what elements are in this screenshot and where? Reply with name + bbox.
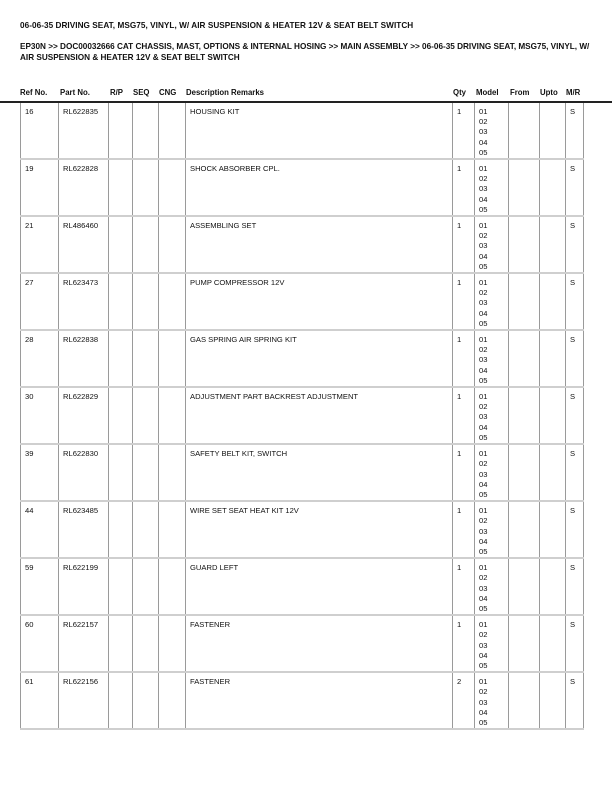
model-code: 05 — [479, 375, 488, 385]
model-code: 02 — [479, 687, 488, 697]
cell-description: WIRE SET SEAT HEAT KIT 12V — [186, 501, 453, 558]
cell-model — [475, 159, 509, 216]
cell-ref-no: 44 — [21, 501, 59, 558]
cell-part-no: RL622199 — [59, 558, 109, 615]
model-code: 01 — [479, 221, 488, 231]
cell-from — [509, 103, 540, 159]
col-header-upto: Upto — [540, 88, 558, 97]
cell-upto — [540, 216, 566, 273]
table-row — [21, 273, 584, 330]
model-code: 01 — [479, 620, 488, 630]
cell-model — [475, 444, 509, 501]
table-row — [21, 501, 584, 558]
model-code: 03 — [479, 241, 488, 251]
cell-seq — [133, 330, 159, 387]
model-code: 03 — [479, 298, 488, 308]
parts-table — [20, 103, 584, 730]
model-code: 05 — [479, 204, 488, 214]
cell-upto — [540, 615, 566, 672]
cell-rp — [109, 387, 133, 444]
table-row — [21, 159, 584, 216]
cell-from — [509, 501, 540, 558]
cell-part-no: RL486460 — [59, 216, 109, 273]
model-code: 04 — [479, 536, 488, 546]
cell-qty: 1 — [453, 330, 475, 387]
cell-model — [475, 615, 509, 672]
cell-cng — [159, 672, 186, 729]
table-row — [21, 103, 584, 159]
cell-cng — [159, 615, 186, 672]
model-code: 03 — [479, 355, 488, 365]
model-code: 02 — [479, 345, 488, 355]
cell-seq — [133, 103, 159, 159]
cell-qty: 1 — [453, 159, 475, 216]
model-code: 02 — [479, 117, 488, 127]
table-row — [21, 216, 584, 273]
cell-part-no: RL622830 — [59, 444, 109, 501]
cell-model — [475, 558, 509, 615]
cell-cng — [159, 159, 186, 216]
cell-upto — [540, 273, 566, 330]
model-code: 03 — [479, 127, 488, 137]
model-code: 02 — [479, 174, 488, 184]
cell-description: ADJUSTMENT PART BACKREST ADJUSTMENT — [186, 387, 453, 444]
cell-part-no: RL622156 — [59, 672, 109, 729]
model-code: 01 — [479, 563, 488, 573]
model-code: 03 — [479, 640, 488, 650]
cell-seq — [133, 558, 159, 615]
cell-ref-no: 21 — [21, 216, 59, 273]
cell-part-no: RL622157 — [59, 615, 109, 672]
model-code: 04 — [479, 251, 488, 261]
cell-mr: S — [566, 216, 584, 273]
model-code: 05 — [479, 603, 488, 613]
cell-description: GUARD LEFT — [186, 558, 453, 615]
model-code: 01 — [479, 107, 488, 116]
model-code: 02 — [479, 231, 488, 241]
cell-qty: 1 — [453, 558, 475, 615]
cell-from — [509, 672, 540, 729]
cell-from — [509, 216, 540, 273]
model-code: 04 — [479, 308, 488, 318]
model-code: 04 — [479, 422, 488, 432]
model-code: 03 — [479, 583, 488, 593]
cell-seq — [133, 444, 159, 501]
model-code: 02 — [479, 402, 488, 412]
cell-part-no: RL623485 — [59, 501, 109, 558]
cell-cng — [159, 273, 186, 330]
cell-mr: S — [566, 103, 584, 159]
cell-rp — [109, 615, 133, 672]
model-code: 01 — [479, 278, 488, 288]
model-code: 03 — [479, 184, 488, 194]
model-code: 05 — [479, 660, 488, 670]
cell-seq — [133, 501, 159, 558]
cell-cng — [159, 330, 186, 387]
cell-mr: S — [566, 672, 584, 729]
model-code: 04 — [479, 479, 488, 489]
model-code: 02 — [479, 630, 488, 640]
cell-from — [509, 159, 540, 216]
cell-part-no: RL622828 — [59, 159, 109, 216]
col-header-mr: M/R — [566, 88, 581, 97]
model-code: 05 — [479, 147, 488, 157]
cell-description: ASSEMBLING SET — [186, 216, 453, 273]
cell-cng — [159, 501, 186, 558]
cell-rp — [109, 159, 133, 216]
cell-from — [509, 558, 540, 615]
cell-upto — [540, 387, 566, 444]
cell-model — [475, 273, 509, 330]
cell-part-no: RL622835 — [59, 103, 109, 159]
cell-mr: S — [566, 387, 584, 444]
model-code: 02 — [479, 573, 488, 583]
cell-rp — [109, 330, 133, 387]
table-row — [21, 558, 584, 615]
model-code: 04 — [479, 137, 488, 147]
model-code: 01 — [479, 392, 488, 402]
parts-table-body — [21, 103, 584, 729]
cell-mr: S — [566, 558, 584, 615]
table-row — [21, 444, 584, 501]
cell-model — [475, 330, 509, 387]
cell-model — [475, 103, 509, 159]
cell-mr: S — [566, 501, 584, 558]
cell-qty: 1 — [453, 615, 475, 672]
cell-description: SHOCK ABSORBER CPL. — [186, 159, 453, 216]
model-code: 04 — [479, 707, 488, 717]
cell-cng — [159, 103, 186, 159]
col-header-ref: Ref No. — [20, 88, 48, 97]
model-code: 04 — [479, 365, 488, 375]
table-row — [21, 387, 584, 444]
cell-upto — [540, 558, 566, 615]
cell-upto — [540, 501, 566, 558]
cell-description: FASTENER — [186, 672, 453, 729]
cell-qty: 1 — [453, 103, 475, 159]
model-code: 01 — [479, 164, 488, 174]
cell-seq — [133, 216, 159, 273]
model-code: 03 — [479, 697, 488, 707]
cell-part-no: RL622829 — [59, 387, 109, 444]
cell-mr: S — [566, 273, 584, 330]
cell-rp — [109, 216, 133, 273]
page-title: 06-06-35 DRIVING SEAT, MSG75, VINYL, W/ AIR SUSPENSION & HEATER 12V & SEAT BELT SWITCH — [20, 21, 414, 30]
model-code: 03 — [479, 412, 488, 422]
cell-qty: 1 — [453, 273, 475, 330]
col-header-model: Model — [476, 88, 499, 97]
cell-model — [475, 501, 509, 558]
table-row — [21, 615, 584, 672]
model-code: 01 — [479, 335, 488, 345]
cell-model — [475, 216, 509, 273]
col-header-qty: Qty — [453, 88, 466, 97]
model-code: 04 — [479, 650, 488, 660]
cell-from — [509, 444, 540, 501]
model-code: 05 — [479, 318, 488, 328]
cell-description: SAFETY BELT KIT, SWITCH — [186, 444, 453, 501]
cell-qty: 2 — [453, 672, 475, 729]
col-header-part: Part No. — [60, 88, 90, 97]
model-code: 04 — [479, 593, 488, 603]
cell-ref-no: 16 — [21, 103, 59, 159]
cell-model — [475, 387, 509, 444]
cell-rp — [109, 444, 133, 501]
cell-seq — [133, 672, 159, 729]
cell-rp — [109, 558, 133, 615]
cell-seq — [133, 387, 159, 444]
cell-ref-no: 30 — [21, 387, 59, 444]
cell-ref-no: 61 — [21, 672, 59, 729]
cell-mr: S — [566, 444, 584, 501]
cell-description: GAS SPRING AIR SPRING KIT — [186, 330, 453, 387]
model-code: 05 — [479, 546, 488, 556]
model-code: 05 — [479, 489, 488, 499]
col-header-desc: Description Remarks — [186, 88, 264, 97]
cell-mr: S — [566, 159, 584, 216]
cell-ref-no: 19 — [21, 159, 59, 216]
cell-upto — [540, 103, 566, 159]
model-code: 02 — [479, 288, 488, 298]
cell-upto — [540, 330, 566, 387]
col-header-rp: R/P — [110, 88, 123, 97]
col-header-cng: CNG — [159, 88, 177, 97]
cell-ref-no: 59 — [21, 558, 59, 615]
cell-description: PUMP COMPRESSOR 12V — [186, 273, 453, 330]
cell-mr: S — [566, 615, 584, 672]
cell-cng — [159, 558, 186, 615]
model-code: 05 — [479, 261, 488, 271]
cell-ref-no: 60 — [21, 615, 59, 672]
cell-from — [509, 330, 540, 387]
model-code: 03 — [479, 469, 488, 479]
cell-upto — [540, 159, 566, 216]
model-code: 01 — [479, 677, 488, 687]
cell-part-no: RL622838 — [59, 330, 109, 387]
cell-part-no: RL623473 — [59, 273, 109, 330]
breadcrumb: EP30N >> DOC00032666 CAT CHASSIS, MAST, OPTIONS & INTERNAL HOSING >> MAIN ASSEMBLY >> 06-06-35 DRIVING SEAT, MSG75, VINYL, W/ AIR SUSPENSION & HEATER 12V & SEAT BELT SWITCH — [20, 42, 590, 62]
cell-from — [509, 387, 540, 444]
cell-rp — [109, 273, 133, 330]
cell-cng — [159, 444, 186, 501]
model-code: 02 — [479, 516, 488, 526]
cell-rp — [109, 672, 133, 729]
col-header-seq: SEQ — [133, 88, 150, 97]
cell-cng — [159, 216, 186, 273]
cell-description: HOUSING KIT — [186, 103, 453, 159]
cell-upto — [540, 444, 566, 501]
cell-qty: 1 — [453, 216, 475, 273]
cell-cng — [159, 387, 186, 444]
cell-seq — [133, 273, 159, 330]
model-code: 04 — [479, 194, 488, 204]
cell-qty: 1 — [453, 387, 475, 444]
cell-ref-no: 28 — [21, 330, 59, 387]
model-code: 02 — [479, 459, 488, 469]
cell-description: FASTENER — [186, 615, 453, 672]
cell-model — [475, 672, 509, 729]
col-header-from: From — [510, 88, 530, 97]
model-code: 01 — [479, 449, 488, 459]
model-code: 05 — [479, 432, 488, 442]
cell-seq — [133, 615, 159, 672]
cell-qty: 1 — [453, 444, 475, 501]
cell-seq — [133, 159, 159, 216]
model-code: 05 — [479, 717, 488, 727]
cell-qty: 1 — [453, 501, 475, 558]
cell-from — [509, 615, 540, 672]
cell-rp — [109, 103, 133, 159]
cell-from — [509, 273, 540, 330]
model-code: 03 — [479, 526, 488, 536]
cell-ref-no: 39 — [21, 444, 59, 501]
cell-rp — [109, 501, 133, 558]
table-row — [21, 330, 584, 387]
cell-upto — [540, 672, 566, 729]
table-row — [21, 672, 584, 729]
cell-ref-no: 27 — [21, 273, 59, 330]
model-code: 01 — [479, 506, 488, 516]
cell-mr: S — [566, 330, 584, 387]
